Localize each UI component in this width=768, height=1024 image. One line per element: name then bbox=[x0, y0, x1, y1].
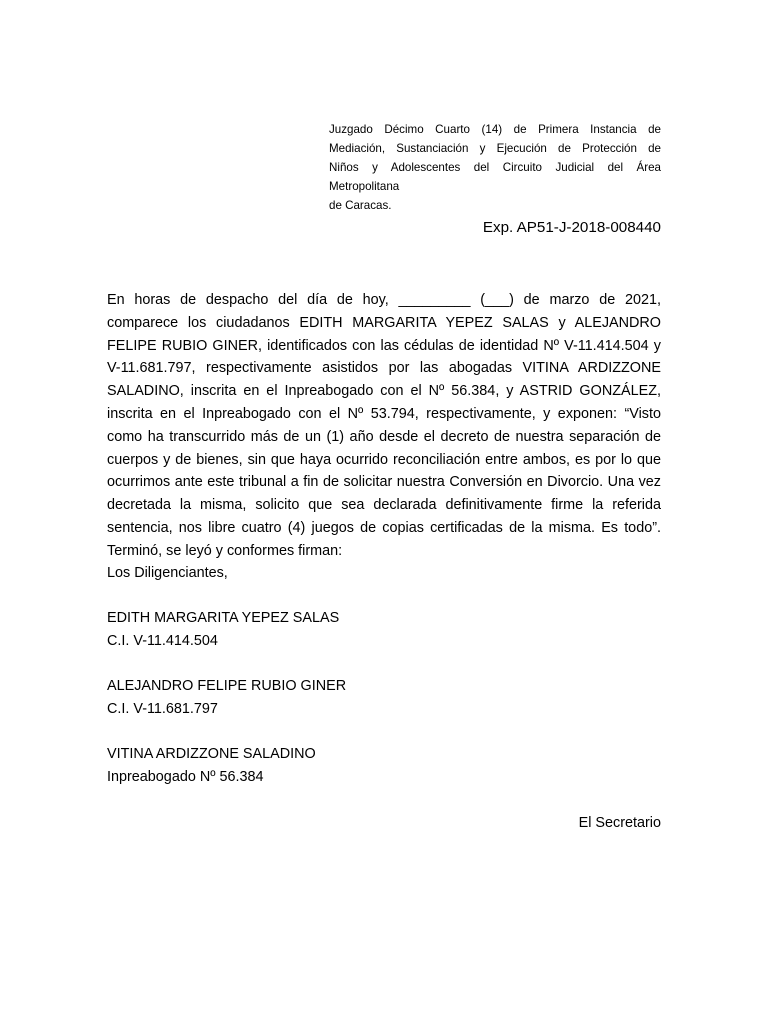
court-header-line: Mediación, Sustanciación y Ejecución de Protección de bbox=[329, 142, 661, 155]
court-header-line: Niños y Adolescentes del Circuito Judicial del Área bbox=[329, 161, 661, 174]
signatory-id: Inpreabogado Nº 56.384 bbox=[107, 768, 264, 785]
signatory-name: VITINA ARDIZZONE SALADINO bbox=[107, 746, 316, 762]
signature-block bbox=[107, 607, 339, 652]
case-number: Exp. AP51-J-2018-008440 bbox=[482, 219, 661, 236]
signature-block bbox=[107, 743, 316, 788]
court-header bbox=[329, 120, 661, 215]
signatory-id: C.I. V-11.681.797 bbox=[107, 700, 218, 717]
signatory-name: EDITH MARGARITA YEPEZ SALAS bbox=[107, 610, 340, 626]
signatory-id: C.I. V-11.414.504 bbox=[107, 632, 218, 649]
secretary-signature: El Secretario bbox=[578, 815, 661, 831]
signature-block bbox=[107, 675, 346, 720]
signatory-name: ALEJANDRO FELIPE RUBIO GINER bbox=[107, 678, 347, 694]
body-paragraph: En horas de despacho del día de hoy, _________ (___) de marzo de 2021, comparece los ciudadanos EDITH MARGARITA YEPEZ SALAS y ALEJANDRO FELIPE RUBIO GINER, identificados con las cédulas de identidad Nº V-11.414.504 y V-11.681.797, respectivamente asistidos por las abogadas VITINA ARDIZZONE SALADINO, inscrita en el Inpreabogado con el Nº 56.384, y ASTRID GONZÁLEZ, inscrita en el Inpreabogado con el Nº 53.794, respectivamente, y exponen: “Visto como ha transcurrido más de un (1) año desde el decreto de nuestra separación de cuerpos y de bienes, sin que haya ocurrido reconciliación entre ambos, es por lo que ocurrimos ante este tribunal a fin de solicitar nuestra Conversión en Divorcio. Una vez decretada la misma, solicito que sea declarada definitivamente firme la referida sentencia, nos libre cuatro (4) juegos de copias certificadas de la misma. Es todo”. Terminó, se leyó y conformes firman: bbox=[107, 292, 661, 559]
court-header-line: Juzgado Décimo Cuarto (14) de Primera Instancia de bbox=[329, 123, 661, 136]
closing-line: Los Diligenciantes, bbox=[107, 565, 228, 581]
court-header-line: Metropolitana bbox=[329, 180, 400, 193]
court-header-line: de Caracas. bbox=[329, 199, 392, 212]
